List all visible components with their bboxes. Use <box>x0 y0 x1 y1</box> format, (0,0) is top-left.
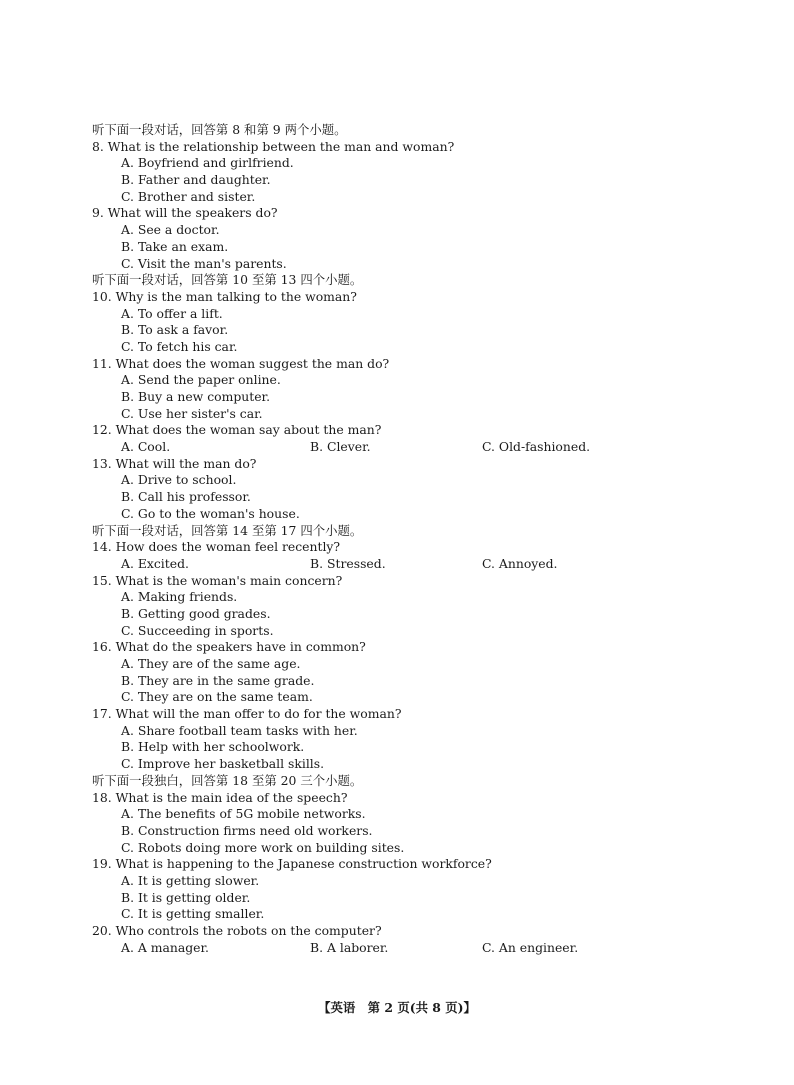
question-stem: 16. What do the speakers have in common? <box>92 639 366 655</box>
question-stem: 14. How does the woman feel recently? <box>92 539 341 555</box>
listening-questions <box>92 122 732 956</box>
answer-option: C. Improve her basketball skills. <box>121 756 325 772</box>
answer-option: B. Buy a new computer. <box>121 389 271 404</box>
answer-option: C. It is getting smaller. <box>121 906 265 922</box>
section-instruction: 听下面一段对话，回答第 14 至第 17 四个小题。 <box>92 522 363 538</box>
answer-option: C. They are on the same team. <box>121 689 313 705</box>
question-stem: 12. What does the woman say about the man? <box>92 422 382 438</box>
options-row <box>92 439 732 456</box>
answer-option: B. It is getting older. <box>121 889 251 905</box>
answer-option: B. Clever. <box>310 439 371 455</box>
answer-option: C. Succeeding in sports. <box>121 622 274 638</box>
section-instruction: 听下面一段独白，回答第 18 至第 20 三个小题。 <box>92 772 363 788</box>
answer-option: A. Share football team tasks with her. <box>121 722 358 738</box>
answer-option: C. Visit the man's parents. <box>121 255 287 271</box>
answer-option: A. Drive to school. <box>121 472 237 488</box>
answer-option: B. Stressed. <box>310 555 386 571</box>
answer-option: B. Help with her schoolwork. <box>121 739 305 755</box>
answer-option: A. It is getting slower. <box>121 872 260 888</box>
answer-option: A. See a doctor. <box>121 222 220 238</box>
question-stem: 11. What does the woman suggest the man do? <box>92 355 390 371</box>
question-stem: 20. Who controls the robots on the computer? <box>92 923 382 938</box>
question-stem: 15. What is the woman's main concern? <box>92 572 343 588</box>
answer-option: A. The benefits of 5G mobile networks. <box>121 806 366 822</box>
answer-option: C. Old-fashioned. <box>482 439 591 455</box>
answer-option: A. They are of the same age. <box>121 656 301 671</box>
question-stem: 9. What will the speakers do? <box>92 205 278 221</box>
question-stem: 8. What is the relationship between the man and woman? <box>92 138 455 154</box>
answer-option: B. They are in the same grade. <box>121 672 315 688</box>
section-instruction: 听下面一段对话，回答第 10 至第 13 四个小题。 <box>92 272 363 288</box>
question-stem: 10. Why is the man talking to the woman? <box>92 288 357 304</box>
answer-option: C. Brother and sister. <box>121 188 256 204</box>
answer-option: B. To ask a favor. <box>121 322 229 338</box>
answer-option: A. Send the paper online. <box>121 372 281 388</box>
answer-option: A. A manager. <box>121 939 209 955</box>
answer-option: B. Construction firms need old workers. <box>121 822 373 838</box>
answer-option: A. Cool. <box>121 439 171 455</box>
answer-option: B. Getting good grades. <box>121 605 271 621</box>
answer-option: B. A laborer. <box>310 939 389 955</box>
answer-option: A. Making friends. <box>121 589 238 605</box>
answer-option: B. Father and daughter. <box>121 172 271 188</box>
page-footer: 【英语 第 2 页(共 8 页)】 <box>318 1000 476 1015</box>
options-row <box>92 556 732 573</box>
answer-option: B. Call his professor. <box>121 489 251 505</box>
answer-option: A. Boyfriend and girlfriend. <box>121 155 294 171</box>
question-stem: 13. What will the man do? <box>92 455 257 471</box>
options-row <box>92 940 732 957</box>
answer-option: A. To offer a lift. <box>121 305 223 321</box>
answer-option: C. Use her sister's car. <box>121 405 263 421</box>
answer-option: C. Annoyed. <box>482 555 558 571</box>
answer-option: B. Take an exam. <box>121 238 229 254</box>
answer-option: C. Go to the woman's house. <box>121 505 300 521</box>
question-stem: 17. What will the man offer to do for the woman? <box>92 706 402 722</box>
question-stem: 18. What is the main idea of the speech? <box>92 789 348 805</box>
section-instruction: 听下面一段对话，回答第 8 和第 9 两个小题。 <box>92 122 347 137</box>
question-stem: 19. What is happening to the Japanese construction workforce? <box>92 856 492 872</box>
answer-option: C. To fetch his car. <box>121 338 238 354</box>
answer-option: C. Robots doing more work on building sites. <box>121 839 405 855</box>
answer-option: A. Excited. <box>121 555 189 571</box>
answer-option: C. An engineer. <box>482 939 579 955</box>
